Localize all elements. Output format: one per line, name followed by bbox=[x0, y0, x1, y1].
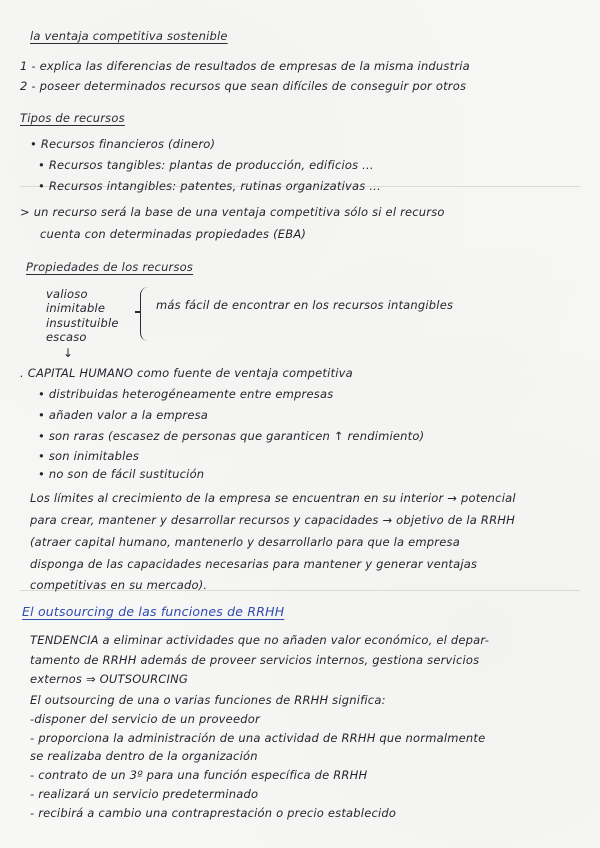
outsourcing-line: se realizaba dentro de la organización bbox=[30, 749, 258, 763]
outsourcing-line: - contrato de un 3º para una función específica de RRHH bbox=[30, 768, 368, 782]
outsourcing-line: TENDENCIA a eliminar actividades que no añaden valor económico, el depar- bbox=[30, 633, 490, 647]
recurso-note: cuenta con determinadas propiedades (EBA) bbox=[40, 227, 307, 241]
recurso-item: • Recursos intangibles: patentes, rutinas organizativas ... bbox=[38, 179, 381, 193]
brace-icon bbox=[140, 287, 149, 341]
section-heading-outsourcing: El outsourcing de las funciones de RRHH bbox=[22, 604, 285, 619]
outsourcing-line: - recibirá a cambio una contraprestación o precio establecido bbox=[30, 806, 397, 820]
capital-item: • añaden valor a la empresa bbox=[38, 408, 209, 422]
outsourcing-line: externos ⇒ OUTSOURCING bbox=[30, 672, 189, 686]
outsourcing-line: - proporciona la administración de una actividad de RRHH que normalmente bbox=[30, 731, 486, 745]
property-item: escaso bbox=[46, 330, 87, 344]
intro-line-2: 2 - poseer determinados recursos que sean difíciles de conseguir por otros bbox=[20, 79, 467, 93]
recurso-item: • Recursos financieros (dinero) bbox=[30, 137, 216, 151]
paragraph-line: Los límites al crecimiento de la empresa se encuentran en su interior → potencial bbox=[30, 491, 516, 505]
paragraph-line: competitivas en su mercado). bbox=[30, 578, 208, 592]
property-item: insustituible bbox=[46, 316, 119, 330]
paragraph-line: (atraer capital humano, mantenerlo y desarrollarlo para que la empresa bbox=[30, 535, 460, 549]
section-heading-tipos: Tipos de recursos bbox=[20, 111, 125, 125]
recurso-item: • Recursos tangibles: plantas de producción, edificios ... bbox=[38, 158, 374, 172]
capital-line: . CAPITAL HUMANO como fuente de ventaja competitiva bbox=[20, 366, 353, 380]
outsourcing-line: El outsourcing de una o varias funciones de RRHH significa: bbox=[30, 693, 386, 707]
arrow-down-icon: ↓ bbox=[63, 346, 74, 360]
page-title: la ventaja competitiva sostenible bbox=[30, 29, 228, 43]
capital-item: • distribuidas heterogéneamente entre empresas bbox=[38, 387, 334, 401]
capital-item: • no son de fácil sustitución bbox=[38, 467, 205, 481]
property-item: inimitable bbox=[46, 301, 106, 315]
outsourcing-line: -disponer del servicio de un proveedor bbox=[30, 712, 260, 726]
property-item: valioso bbox=[46, 287, 88, 301]
recurso-note: > un recurso será la base de una ventaja competitiva sólo si el recurso bbox=[20, 205, 445, 219]
capital-item: • son inimitables bbox=[38, 449, 140, 463]
brace-note: más fácil de encontrar en los recursos intangibles bbox=[156, 298, 454, 312]
paragraph-line: para crear, mantener y desarrollar recursos y capacidades → objetivo de la RRHH bbox=[30, 513, 515, 527]
paragraph-line: disponga de las capacidades necesarias para mantener y generar ventajas bbox=[30, 557, 478, 571]
outsourcing-line: - realizará un servicio predeterminado bbox=[30, 787, 259, 801]
outsourcing-line: tamento de RRHH además de proveer servicios internos, gestiona servicios bbox=[30, 653, 480, 667]
section-heading-propiedades: Propiedades de los recursos bbox=[26, 260, 194, 274]
intro-line-1: 1 - explica las diferencias de resultados de empresas de la misma industria bbox=[20, 59, 470, 73]
capital-item: • son raras (escasez de personas que garanticen ↑ rendimiento) bbox=[38, 429, 425, 443]
